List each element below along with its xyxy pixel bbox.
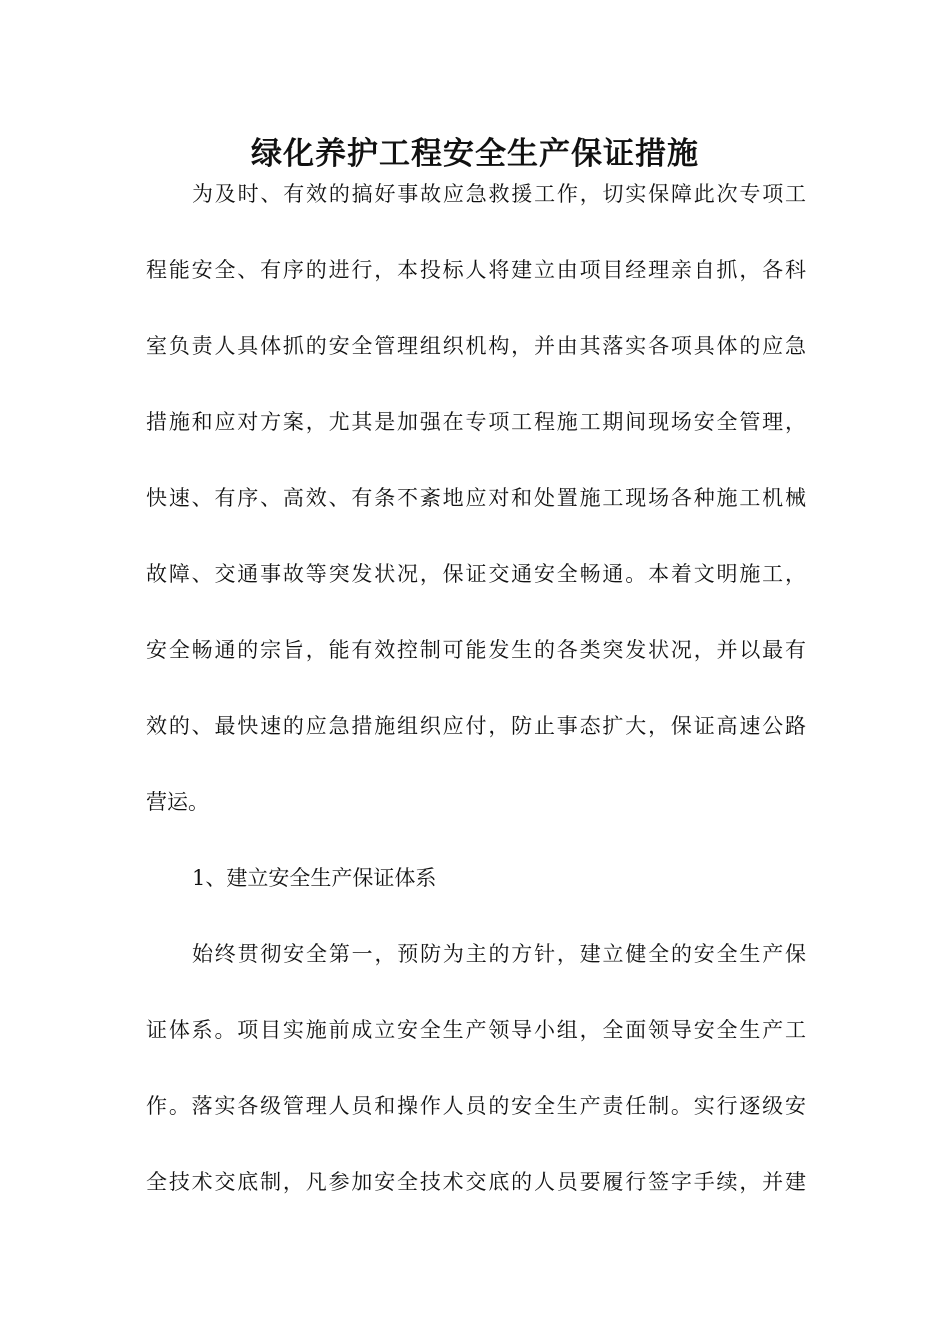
paragraph-line: 营运。 [146,790,209,814]
paragraph-line: 程能安全、有序的进行，本投标人将建立由项目经理亲自抓，各科 [146,258,806,282]
paragraph-line: 证体系。项目实施前成立安全生产领导小组，全面领导安全生产工 [146,1018,806,1042]
paragraph-line: 始终贯彻安全第一，预防为主的方针，建立健全的安全生产保 [192,942,806,966]
paragraph-line: 作。落实各级管理人员和操作人员的安全生产责任制。实行逐级安 [146,1094,806,1118]
paragraph-line: 安全畅通的宗旨，能有效控制可能发生的各类突发状况，并以最有 [146,638,806,662]
paragraph-line: 效的、最快速的应急措施组织应付，防止事态扩大，保证高速公路 [146,714,806,738]
paragraph-line: 措施和应对方案，尤其是加强在专项工程施工期间现场安全管理， [146,410,806,434]
paragraph-line: 室负责人具体抓的安全管理组织机构，并由其落实各项具体的应急 [146,334,806,358]
paragraph-line: 全技术交底制，凡参加安全技术交底的人员要履行签字手续，并建 [146,1170,806,1194]
paragraph-line: 为及时、有效的搞好事故应急救援工作，切实保障此次专项工 [192,182,806,206]
document-title: 绿化养护工程安全生产保证措施 [251,136,699,172]
paragraph-line: 快速、有序、高效、有条不紊地应对和处置施工现场各种施工机械 [146,486,806,510]
section-heading: 1、建立安全生产保证体系 [192,866,437,890]
paragraph-line: 故障、交通事故等突发状况，保证交通安全畅通。本着文明施工， [146,562,806,586]
